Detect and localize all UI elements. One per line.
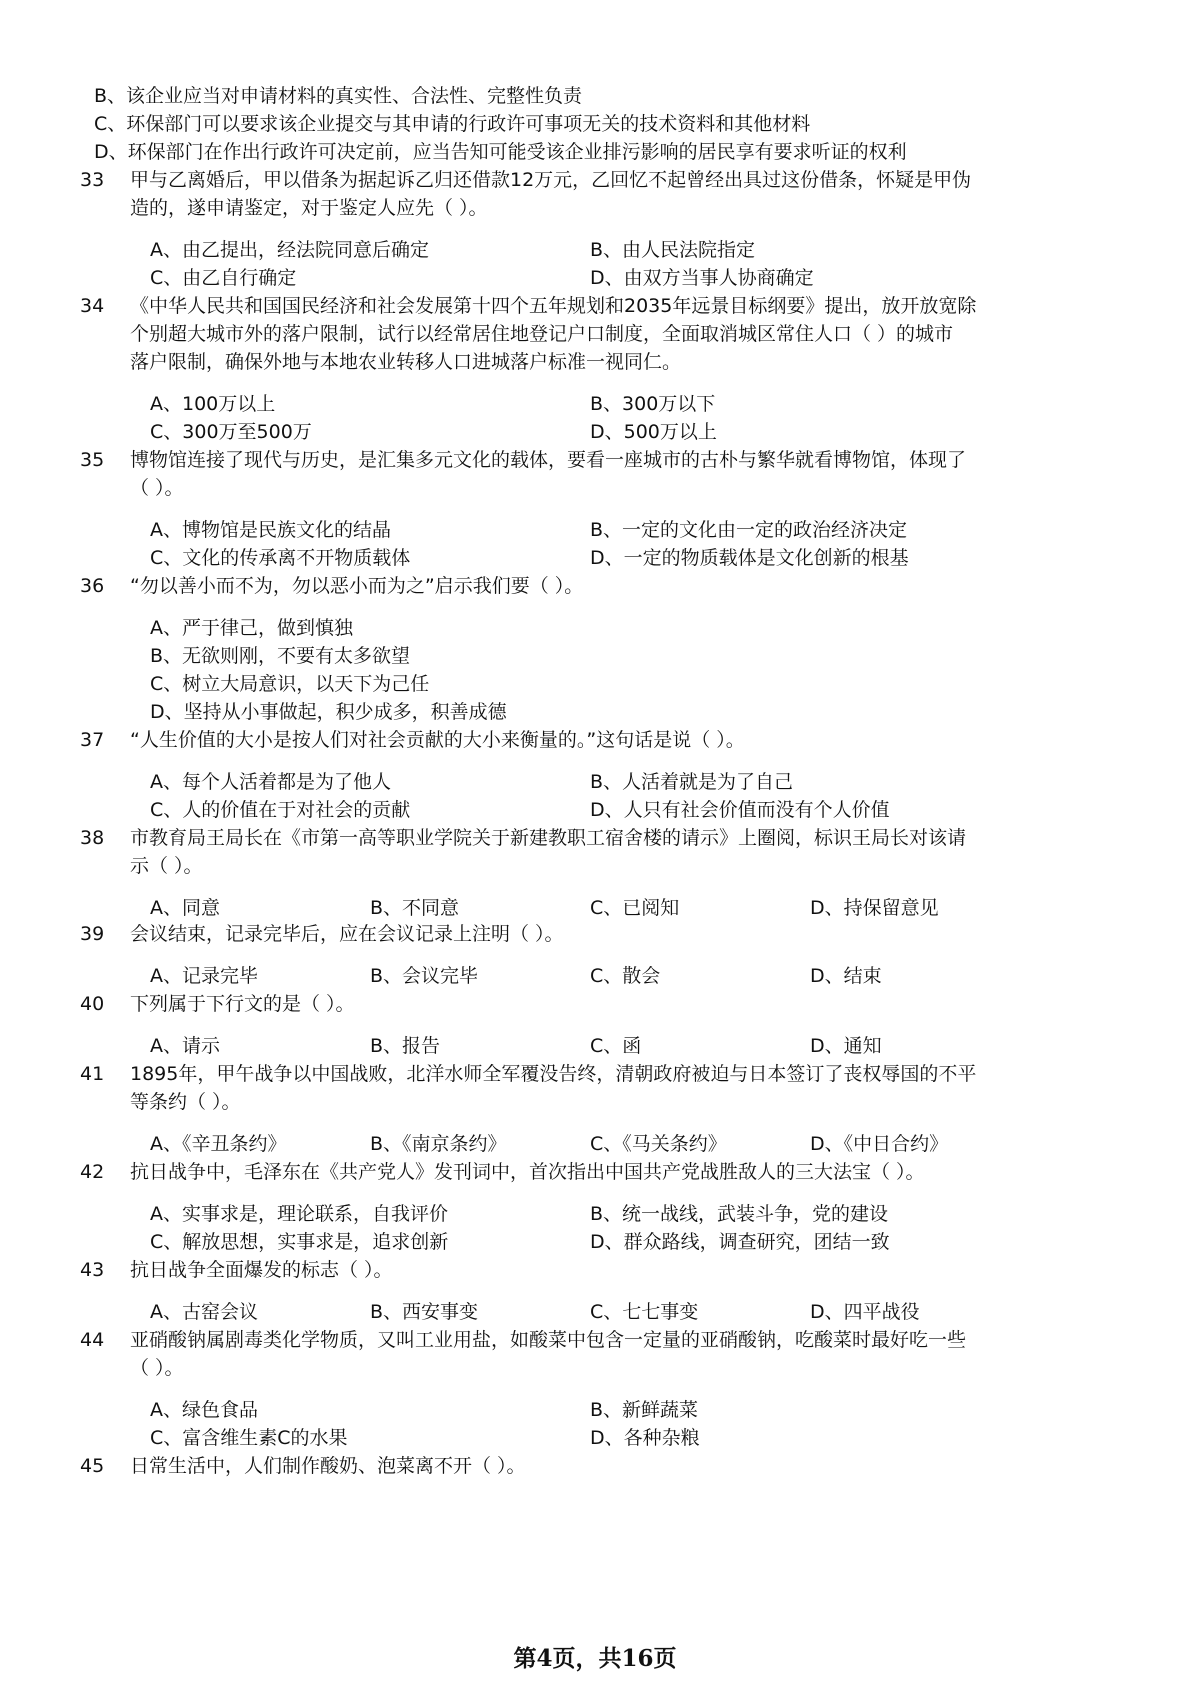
answer-option: D、由双方当事人协商确定 <box>590 267 814 289</box>
question-stem-line: 日常生活中，人们制作酸奶、泡菜离不开（ ）。 <box>130 1455 526 1477</box>
question-number: 33 <box>80 169 105 191</box>
question-stem-line: 个别超大城市外的落户限制，试行以经常居住地登记户口制度，全面取消城区常住人口（ ）的城市 <box>130 323 954 345</box>
answer-option: B、不同意 <box>370 897 460 919</box>
question-stem-line: 《中华人民共和国国民经济和社会发展第十四个五年规划和2035年远景目标纲要》提出，放开放宽除 <box>130 295 977 317</box>
answer-option: D、持保留意见 <box>810 897 939 919</box>
answer-option: C、七七事变 <box>590 1301 699 1323</box>
question-stem-line: （ ）。 <box>130 1357 184 1379</box>
answer-option: D、人只有社会价值而没有个人价值 <box>590 799 890 821</box>
answer-option: B、人活着就是为了自己 <box>590 771 794 793</box>
answer-option: B、由人民法院指定 <box>590 239 756 261</box>
page-footer: 第4页，共16页 <box>513 1645 677 1672</box>
answer-option: C、人的价值在于对社会的贡献 <box>150 799 411 821</box>
answer-option: C、300万至500万 <box>150 421 312 443</box>
question-stem-line: “勿以善小而不为，勿以恶小而为之”启示我们要（ ）。 <box>130 575 584 597</box>
answer-option: A、100万以上 <box>150 393 276 415</box>
answer-option: A、古窑会议 <box>150 1301 258 1323</box>
question-number: 43 <box>80 1259 105 1281</box>
question-stem-line: 会议结束，记录完毕后，应在会议记录上注明（ ）。 <box>130 923 564 945</box>
question-stem-line: 市教育局王局长在《市第一高等职业学院关于新建教职工宿舍楼的请示》上圈阅，标识王局长对该请 <box>130 827 967 849</box>
question-number: 44 <box>80 1329 105 1351</box>
answer-option: B、一定的文化由一定的政治经济决定 <box>590 519 908 541</box>
answer-option: A、记录完毕 <box>150 965 258 987</box>
question-stem-line: 抗日战争全面爆发的标志（ ）。 <box>130 1259 393 1281</box>
answer-option: A、严于律己，做到慎独 <box>150 617 353 639</box>
question-stem-line: 亚硝酸钠属剧毒类化学物质，又叫工业用盐，如酸菜中包含一定量的亚硝酸钠，吃酸菜时最好吃一些 <box>130 1329 967 1351</box>
answer-option: B、《南京条约》 <box>370 1133 507 1155</box>
question-stem-line: 博物馆连接了现代与历史，是汇集多元文化的载体，要看一座城市的古朴与繁华就看博物馆，体现了 <box>130 449 967 471</box>
answer-option: D、四平战役 <box>810 1301 920 1323</box>
answer-option: B、西安事变 <box>370 1301 479 1323</box>
question-stem-line: 示（ ）。 <box>130 855 203 877</box>
answer-option: D、群众路线，调查研究，团结一致 <box>590 1231 890 1253</box>
answer-option: B、300万以下 <box>590 393 716 415</box>
answer-option: B、新鲜蔬菜 <box>590 1399 699 1421</box>
answer-option: A、请示 <box>150 1035 220 1057</box>
question-stem-line: （ ）。 <box>130 477 184 499</box>
question-number: 35 <box>80 449 105 471</box>
answer-option: A、由乙提出，经法院同意后确定 <box>150 239 429 261</box>
answer-option: C、解放思想，实事求是，追求创新 <box>150 1231 449 1253</box>
answer-option: C、散会 <box>590 965 661 987</box>
question-number: 42 <box>80 1161 105 1183</box>
question-stem-line: 甲与乙离婚后，甲以借条为据起诉乙归还借款12万元，乙回忆不起曾经出具过这份借条，怀疑是甲伪 <box>130 169 972 191</box>
answer-option: D、各种杂粮 <box>590 1427 700 1449</box>
answer-option: D、结束 <box>810 965 882 987</box>
question-number: 38 <box>80 827 105 849</box>
answer-option: A、博物馆是民族文化的结晶 <box>150 519 391 541</box>
q32-option-b: B、该企业应当对申请材料的真实性、合法性、完整性负责 <box>94 85 583 107</box>
answer-option: A、每个人活着都是为了他人 <box>150 771 391 793</box>
answer-option: A、绿色食品 <box>150 1399 258 1421</box>
answer-option: C、《马关条约》 <box>590 1133 727 1155</box>
question-stem-line: 造的，遂申请鉴定，对于鉴定人应先（ ）。 <box>130 197 488 219</box>
answer-option: C、树立大局意识，以天下为己任 <box>150 673 430 695</box>
answer-option: B、报告 <box>370 1035 441 1057</box>
answer-option: B、统一战线，武装斗争，党的建设 <box>590 1203 889 1225</box>
question-number: 34 <box>80 295 105 317</box>
answer-option: A、同意 <box>150 897 220 919</box>
answer-option: B、无欲则刚，不要有太多欲望 <box>150 645 411 667</box>
question-number: 36 <box>80 575 105 597</box>
question-number: 45 <box>80 1455 105 1477</box>
question-stem-line: 落户限制，确保外地与本地农业转移人口进城落户标准一视同仁。 <box>130 351 682 373</box>
answer-option: B、会议完毕 <box>370 965 479 987</box>
answer-option: C、富含维生素C的水果 <box>150 1427 348 1449</box>
answer-option: C、函 <box>590 1035 642 1057</box>
answer-option: A、实事求是，理论联系，自我评价 <box>150 1203 448 1225</box>
question-number: 40 <box>80 993 105 1015</box>
answer-option: A、《辛丑条约》 <box>150 1133 287 1155</box>
answer-option: D、通知 <box>810 1035 882 1057</box>
answer-option: D、《中日合约》 <box>810 1133 949 1155</box>
answer-option: D、一定的物质载体是文化创新的根基 <box>590 547 909 569</box>
answer-option: D、坚持从小事做起，积少成多，积善成德 <box>150 701 507 723</box>
question-stem-line: 抗日战争中，毛泽东在《共产党人》发刊词中，首次指出中国共产党战胜敌人的三大法宝（ ）。 <box>130 1161 925 1183</box>
question-number: 37 <box>80 729 105 751</box>
q32-option-c: C、环保部门可以要求该企业提交与其申请的行政许可事项无关的技术资料和其他材料 <box>94 113 811 135</box>
question-stem-line: “人生价值的大小是按人们对社会贡献的大小来衡量的。”这句话是说（ ）。 <box>130 729 745 751</box>
answer-option: C、已阅知 <box>590 897 680 919</box>
q32-option-d: D、环保部门在作出行政许可决定前，应当告知可能受该企业排污影响的居民享有要求听证的权利 <box>94 141 907 163</box>
question-stem-line: 1895年，甲午战争以中国战败，北洋水师全军覆没告终，清朝政府被迫与日本签订了丧权辱国的不平 <box>130 1063 977 1085</box>
question-stem-line: 等条约（ ）。 <box>130 1091 241 1113</box>
question-number: 41 <box>80 1063 105 1085</box>
answer-option: D、500万以上 <box>590 421 717 443</box>
answer-option: C、文化的传承离不开物质载体 <box>150 547 411 569</box>
answer-option: C、由乙自行确定 <box>150 267 297 289</box>
question-number: 39 <box>80 923 105 945</box>
question-stem-line: 下列属于下行文的是（ ）。 <box>130 993 355 1015</box>
